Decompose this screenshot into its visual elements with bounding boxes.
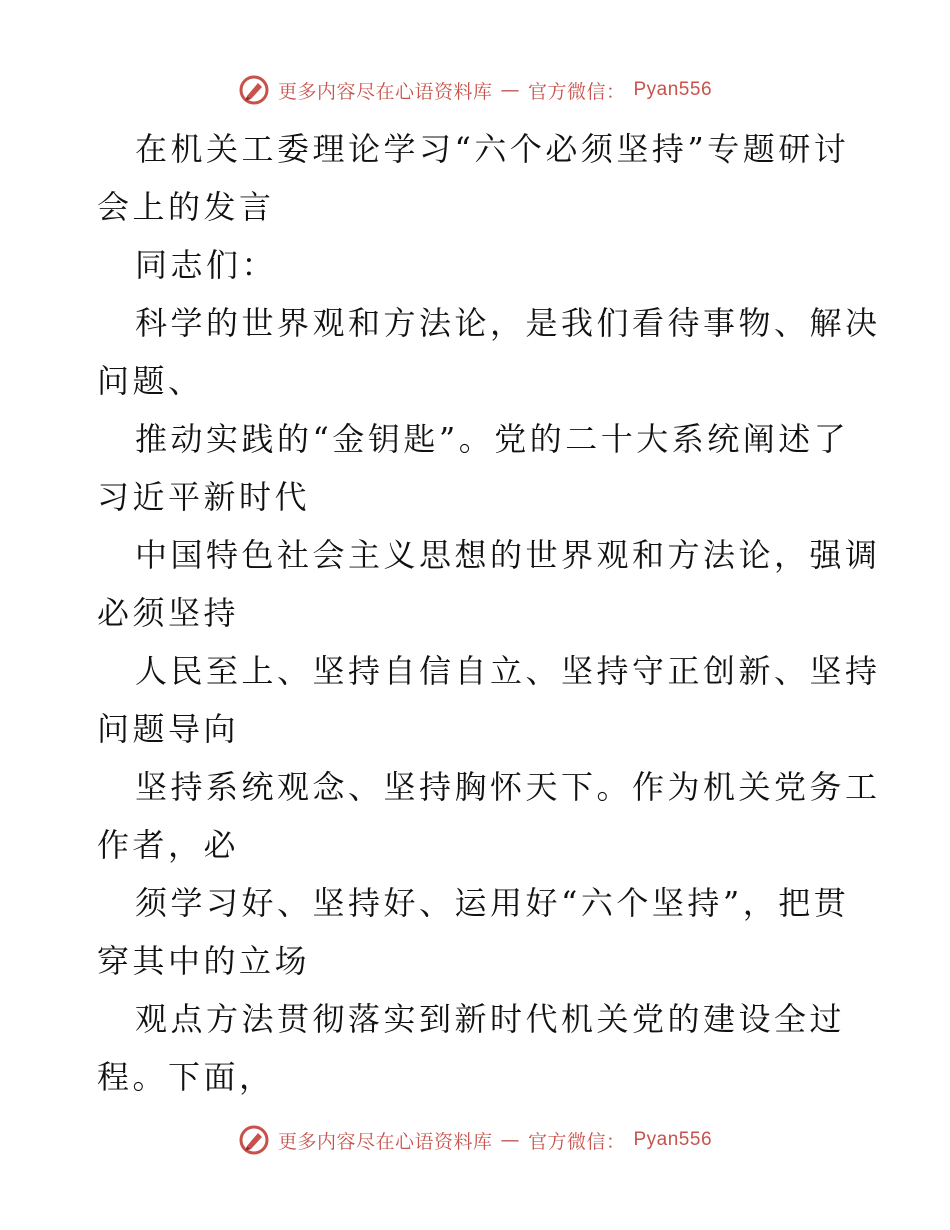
document-title-line-2: 会上的发言 bbox=[97, 188, 275, 226]
body-line: 观点方法贯彻落实到新时代机关党的建设全过 bbox=[135, 1000, 846, 1038]
salutation: 同志们： bbox=[135, 246, 278, 284]
body-line: 习近平新时代 bbox=[97, 478, 311, 516]
watermark-wechat-label: 官方微信： bbox=[527, 80, 626, 103]
document-title-line-1: 在机关工委理论学习“六个必须坚持”专题研讨 bbox=[135, 130, 850, 168]
body-line: 问题、 bbox=[97, 362, 204, 400]
pen-circle-logo-icon bbox=[238, 74, 270, 106]
body-line: 程。下面， bbox=[97, 1058, 275, 1096]
watermark-site-text: 更多内容尽在心语资料库 bbox=[277, 80, 493, 103]
body-line: 人民至上、坚持自信自立、坚持守正创新、坚持 bbox=[135, 652, 881, 690]
body-line: 坚持系统观念、坚持胸怀天下。作为机关党务工 bbox=[135, 768, 881, 806]
watermark-wechat-label: 官方微信： bbox=[527, 1130, 626, 1153]
watermark-wechat-account: Pyan556 bbox=[633, 1129, 713, 1150]
body-lines bbox=[97, 294, 881, 1106]
footer-watermark bbox=[0, 1120, 950, 1160]
watermark-separator: — bbox=[500, 79, 520, 101]
body-line: 中国特色社会主义思想的世界观和方法论，强调 bbox=[135, 536, 881, 574]
body-line: 问题导向 bbox=[97, 710, 240, 748]
document-body bbox=[97, 120, 881, 1106]
header-watermark bbox=[0, 70, 950, 110]
body-line: 科学的世界观和方法论，是我们看待事物、解决 bbox=[135, 304, 881, 342]
body-line: 穿其中的立场 bbox=[97, 942, 311, 980]
body-line: 作者，必 bbox=[97, 826, 240, 864]
body-line: 须学习好、坚持好、运用好“六个坚持”，把贯 bbox=[135, 884, 850, 922]
body-line: 必须坚持 bbox=[97, 594, 240, 632]
watermark-site-text: 更多内容尽在心语资料库 bbox=[277, 1130, 493, 1153]
pen-circle-logo-icon bbox=[238, 1124, 270, 1156]
watermark-separator: — bbox=[500, 1129, 520, 1151]
body-line: 推动实践的“金钥匙”。党的二十大系统阐述了 bbox=[135, 420, 850, 458]
watermark-wechat-account: Pyan556 bbox=[633, 79, 713, 100]
